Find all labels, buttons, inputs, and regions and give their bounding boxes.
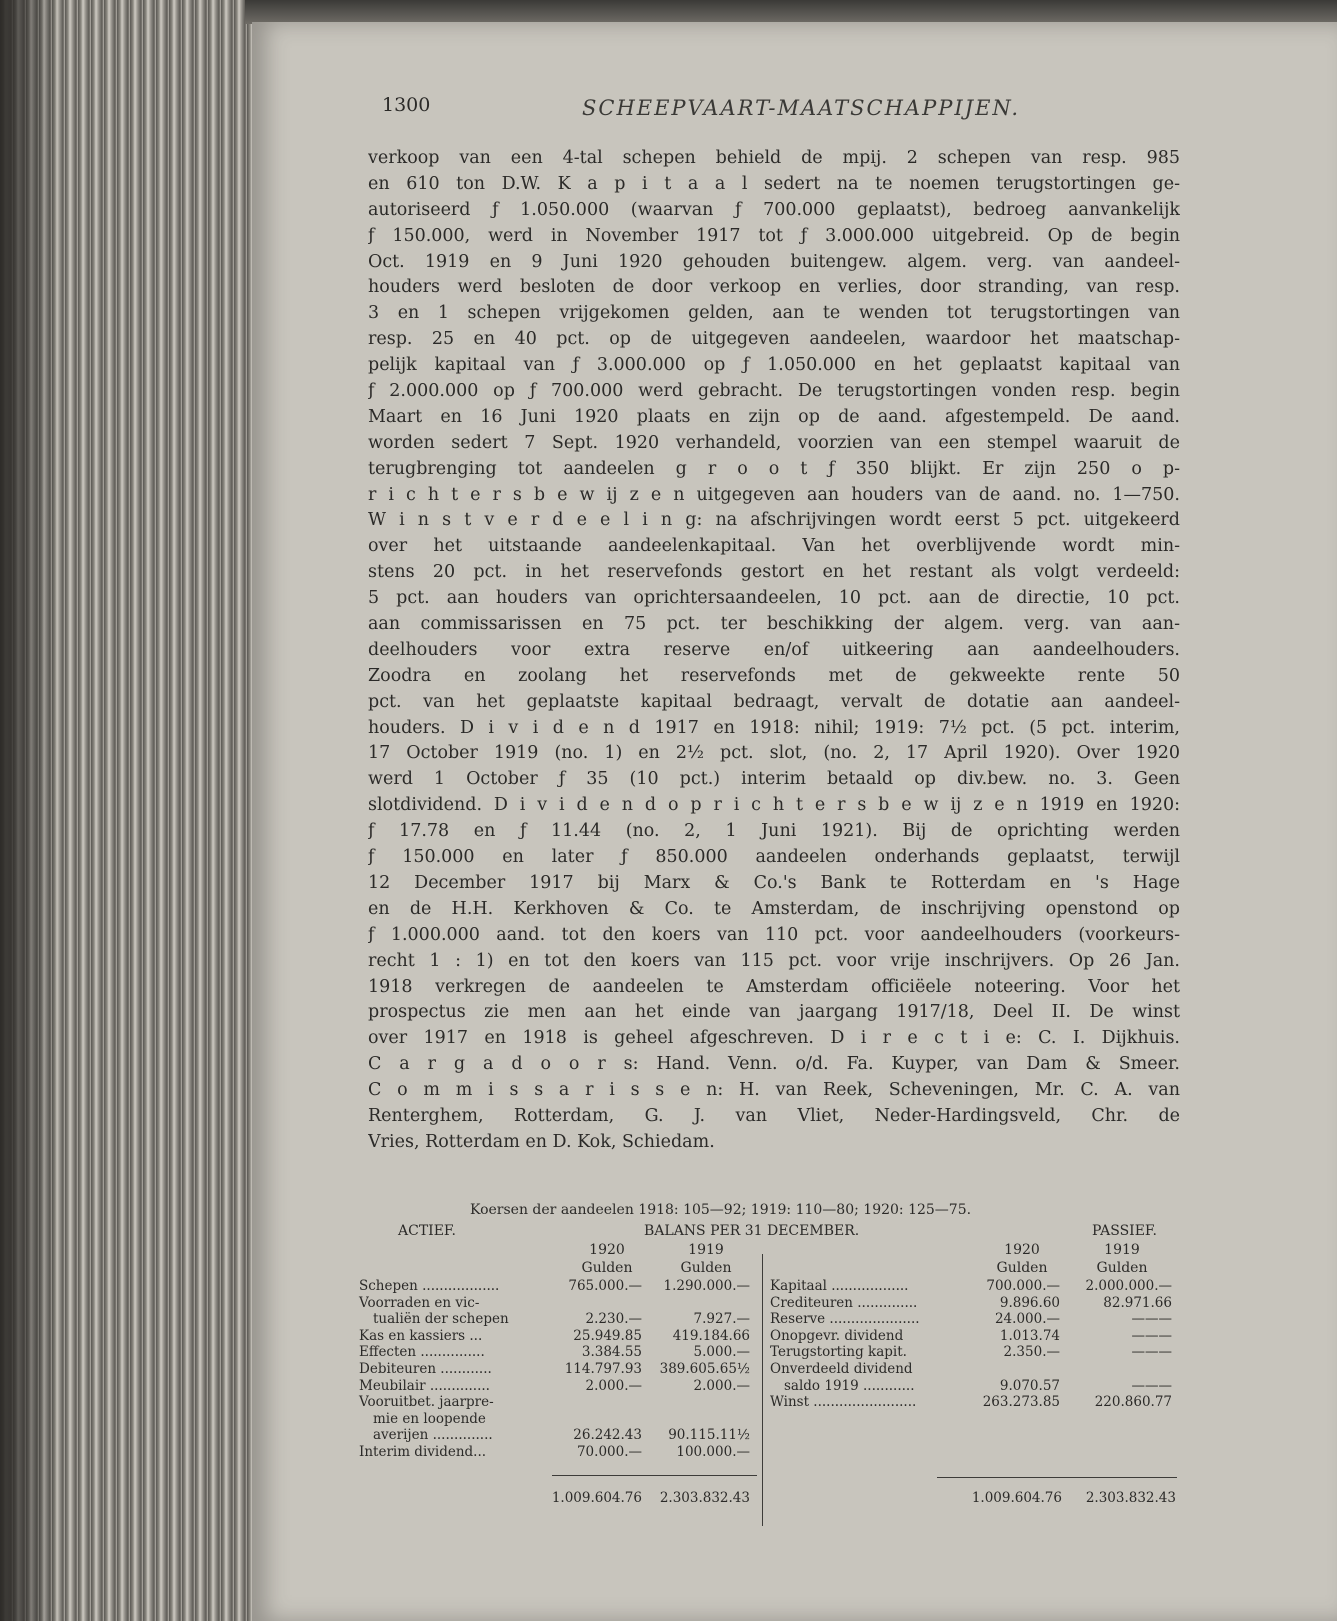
body-text-line: ƒ 17.78 en ƒ 11.44 (no. 2, 1 Juni 1921). Bij de oprichting werden bbox=[368, 821, 1180, 842]
actief-row-label: Kas en kassiers ... bbox=[359, 1327, 483, 1344]
spine-shadow bbox=[0, 0, 60, 1621]
body-text-line: en de H.H. Kerkhoven & Co. te Amsterdam, de inschrijving openstond op bbox=[368, 898, 1180, 919]
actief-row-label: Debiteuren ............ bbox=[359, 1361, 492, 1377]
body-text-line: aan commissarissen en 75 pct. ter beschikking der algem. verg. van aan- bbox=[368, 614, 1180, 635]
actief-value-1920 bbox=[552, 1295, 642, 1312]
body-text-line: 1918 verkregen de aandeelen te Amsterdam officiëele noteering. Voor het bbox=[368, 976, 1180, 997]
body-text-line: over 1917 en 1918 is geheel afgeschreven. D i r e c t i e: C. I. Dijkhuis. bbox=[368, 1028, 1180, 1049]
body-text-line: ƒ 150.000 en later ƒ 850.000 aandeelen onderhands geplaatst, terwijl bbox=[368, 847, 1180, 868]
body-text-line: verkoop van een 4-tal schepen behield de mpij. 2 schepen van resp. 985 bbox=[368, 148, 1180, 168]
passief-row-label: Kapitaal .................. bbox=[770, 1278, 909, 1294]
body-text-line: C a r g a d o o r s: Hand. Venn. o/d. Fa. Kuyper, van Dam & Smeer. bbox=[368, 1054, 1180, 1075]
top-edge-shadow bbox=[245, 0, 1337, 24]
passief-value-1919: ——— bbox=[1131, 1344, 1172, 1361]
passief-value-1919 bbox=[1072, 1361, 1172, 1378]
passief-value-1919: ——— bbox=[1131, 1327, 1172, 1344]
passief-row-label: Terugstorting kapit. bbox=[770, 1344, 907, 1361]
actief-row-label: averijen .............. bbox=[373, 1427, 493, 1444]
passief-value-1919: ——— bbox=[1131, 1377, 1172, 1394]
actief-value-1919 bbox=[650, 1295, 750, 1312]
actief-value-1919: 1.290.000.— bbox=[663, 1278, 750, 1294]
passief-row-label: Crediteuren .............. bbox=[770, 1294, 918, 1311]
body-text-line: 5 pct. aan houders van oprichtersaandeelen, 10 pct. aan de directie, 10 pct. bbox=[368, 588, 1180, 609]
actief-value-1919: 90.115.11½ bbox=[668, 1427, 750, 1444]
passief-value-1920: 9.896.60 bbox=[999, 1294, 1060, 1311]
passief-value-1919: 220.860.77 bbox=[1094, 1394, 1172, 1411]
body-text-line: pelijk kapitaal van ƒ 3.000.000 op ƒ 1.050.000 en het geplaatst kapitaal van bbox=[368, 355, 1180, 376]
passief-total-1920: 1.009.604.76 bbox=[971, 1490, 1062, 1506]
body-text-line: slotdividend. D i v i d e n d o p r i c h t e r s b e w ij z e n 1919 en 1920: bbox=[368, 795, 1180, 816]
body-text-line: terugbrenging tot aandeelen g r o o t ƒ 350 blijkt. Er zijn 250 o p- bbox=[368, 458, 1180, 479]
actief-value-1919: 100.000.— bbox=[676, 1444, 750, 1460]
passief-value-1919: 82.971.66 bbox=[1103, 1294, 1172, 1311]
passief-value-1919: 2.000.000.— bbox=[1085, 1278, 1172, 1294]
body-text-line: Vries, Rotterdam en D. Kok, Schiedam. bbox=[368, 1131, 715, 1152]
actief-value-1920: 26.242.43 bbox=[573, 1427, 642, 1444]
passief-year-1920: 1920 bbox=[1004, 1242, 1040, 1258]
actief-row-label: Voorraden en vic- bbox=[359, 1294, 480, 1311]
actief-label: ACTIEF. bbox=[398, 1223, 456, 1239]
body-text-line: Oct. 1919 en 9 Juni 1920 gehouden buitengew. algem. verg. van aandeel- bbox=[368, 251, 1180, 272]
passief-row-label: saldo 1919 ............ bbox=[784, 1377, 915, 1394]
actief-row-label: mie en loopende bbox=[373, 1410, 486, 1427]
book-page bbox=[252, 22, 1337, 1621]
body-text-line: houders werd besloten de door verkoop en verlies, door stranding, van resp. bbox=[368, 277, 1180, 298]
passief-label: PASSIEF. bbox=[1092, 1223, 1157, 1239]
actief-total-1920: 1.009.604.76 bbox=[551, 1490, 642, 1506]
body-text-line: stens 20 pct. in het reservefonds gestort en het restant als volgt verdeeld: bbox=[368, 562, 1180, 583]
body-text-line: prospectus zie men aan het einde van jaargang 1917/18, Deel II. De winst bbox=[368, 1002, 1180, 1023]
passief-year-1919: 1919 bbox=[1104, 1242, 1140, 1258]
body-text-line: ƒ 1.000.000 aand. tot den koers van 110 pct. voor aandeelhouders (voorkeurs- bbox=[368, 924, 1180, 945]
body-text-line: r i c h t e r s b e w ij z e n uitgegeven aan houders van de aand. no. 1—750. bbox=[368, 484, 1180, 505]
body-text-line: W i n s t v e r d e e l i n g: na afschrijvingen wordt eerst 5 pct. uitgekeerd bbox=[368, 510, 1180, 531]
actief-row-label: Effecten ............... bbox=[359, 1344, 485, 1361]
actief-value-1919: 5.000.— bbox=[693, 1344, 750, 1361]
passief-row-label: Onopgevr. dividend bbox=[770, 1327, 904, 1344]
body-text-line: deelhouders voor extra reserve en/of uitkeering aan aandeelhouders. bbox=[368, 639, 1180, 660]
passief-row-label: Reserve ..................... bbox=[770, 1311, 920, 1328]
actief-value-1919: 389.605.65½ bbox=[659, 1361, 750, 1377]
actief-value-1920: 765.000.— bbox=[568, 1278, 642, 1294]
actief-value-1919 bbox=[650, 1411, 750, 1428]
body-text-line: Maart en 16 Juni 1920 plaats en zijn op de aand. afgestempeld. De aand. bbox=[368, 406, 1180, 427]
actief-row-label: Vooruitbet. jaarpre- bbox=[359, 1394, 494, 1411]
actief-year-1920: 1920 bbox=[589, 1242, 625, 1258]
passief-value-1920: 263.273.85 bbox=[982, 1394, 1060, 1411]
page-number: 1300 bbox=[382, 94, 431, 116]
body-text-line: Renterghem, Rotterdam, G. J. van Vliet, Neder-Hardingsveld, Chr. de bbox=[368, 1105, 1180, 1126]
actief-value-1919 bbox=[650, 1394, 750, 1411]
actief-row-label: Interim dividend... bbox=[359, 1444, 487, 1460]
passief-sum-rule bbox=[937, 1477, 1177, 1478]
balance-title: BALANS PER 31 DECEMBER. bbox=[644, 1223, 860, 1239]
body-text-line: pct. van het geplaatste kapitaal bedraagt, vervalt de dotatie aan aandeel- bbox=[368, 691, 1180, 712]
body-text-line: werd 1 October ƒ 35 (10 pct.) interim betaald op div.bew. no. 3. Geen bbox=[368, 769, 1180, 790]
passief-unit-1919: Gulden bbox=[1096, 1260, 1148, 1276]
passief-row-label: Onverdeeld dividend bbox=[770, 1361, 913, 1377]
body-text-line: autoriseerd ƒ 1.050.000 (waarvan ƒ 700.000 geplaatst), bedroeg aanvankelijk bbox=[368, 199, 1180, 220]
passief-row-label: Winst ........................ bbox=[770, 1394, 917, 1411]
actief-value-1919: 419.184.66 bbox=[672, 1327, 750, 1344]
actief-value-1920: 25.949.85 bbox=[573, 1327, 642, 1344]
body-text-line: 12 December 1917 bij Marx & Co.'s Bank te Rotterdam en 's Hage bbox=[368, 872, 1180, 893]
body-text-line: ƒ 150.000, werd in November 1917 tot ƒ 3.000.000 uitgebreid. Op de begin bbox=[368, 225, 1180, 246]
body-text-line: ƒ 2.000.000 op ƒ 700.000 werd gebracht. De terugstortingen vonden resp. begin bbox=[368, 381, 1180, 402]
body-text-line: worden sedert 7 Sept. 1920 verhandeld, voorzien van een stempel waaruit de bbox=[368, 432, 1180, 453]
actief-value-1920: 2.000.— bbox=[585, 1377, 642, 1394]
body-text bbox=[368, 146, 1180, 1156]
actief-sum-rule bbox=[552, 1475, 757, 1476]
passief-unit-1920: Gulden bbox=[996, 1260, 1048, 1276]
actief-value-1920: 114.797.93 bbox=[564, 1361, 642, 1377]
actief-value-1919: 2.000.— bbox=[693, 1377, 750, 1394]
share-prices-line: Koersen der aandeelen 1918: 105—92; 1919: 110—80; 1920: 125—75. bbox=[470, 1202, 972, 1218]
body-text-line: over het uitstaande aandeelenkapitaal. Van het overblijvende wordt min- bbox=[368, 536, 1180, 557]
actief-value-1920: 70.000.— bbox=[576, 1444, 642, 1460]
passief-total-1919: 2.303.832.43 bbox=[1085, 1490, 1176, 1506]
passief-value-1919: ——— bbox=[1131, 1311, 1172, 1328]
body-text-line: resp. 25 en 40 pct. op de uitgegeven aandeelen, waardoor het maatschap- bbox=[368, 329, 1180, 350]
balance-divider bbox=[762, 1254, 763, 1526]
running-head: SCHEEPVAART-MAATSCHAPPIJEN. bbox=[582, 96, 1021, 120]
body-text-line: houders. D i v i d e n d 1917 en 1918: nihil; 1919: 7½ pct. (5 pct. interim, bbox=[368, 717, 1180, 738]
actief-row-label: Schepen .................. bbox=[359, 1278, 500, 1294]
actief-value-1920 bbox=[552, 1394, 642, 1411]
actief-value-1920: 2.230.— bbox=[585, 1311, 642, 1328]
actief-value-1920: 3.384.55 bbox=[581, 1344, 642, 1361]
passief-value-1920 bbox=[970, 1361, 1060, 1378]
body-text-line: C o m m i s s a r i s s e n: H. van Reek, Scheveningen, Mr. C. A. van bbox=[368, 1080, 1180, 1101]
actief-value-1920 bbox=[552, 1411, 642, 1428]
actief-year-1919: 1919 bbox=[688, 1242, 724, 1258]
passief-value-1920: 24.000.— bbox=[994, 1311, 1060, 1328]
actief-value-1919: 7.927.— bbox=[693, 1311, 750, 1328]
actief-row-label: tualiën der schepen bbox=[373, 1311, 509, 1328]
actief-row-label: Meubilair .............. bbox=[359, 1377, 490, 1394]
actief-total-1919: 2.303.832.43 bbox=[659, 1490, 750, 1506]
actief-unit-1920: Gulden bbox=[581, 1260, 633, 1276]
passief-value-1920: 700.000.— bbox=[986, 1278, 1060, 1294]
body-text-line: Zoodra en zoolang het reservefonds met de gekweekte rente 50 bbox=[368, 665, 1180, 686]
body-text-line: 3 en 1 schepen vrijgekomen gelden, aan te wenden tot terugstortingen van bbox=[368, 303, 1180, 324]
passief-value-1920: 1.013.74 bbox=[999, 1327, 1060, 1344]
body-text-line: en 610 ton D.W. K a p i t a a l sedert na te noemen terugstortingen ge- bbox=[368, 173, 1180, 194]
actief-unit-1919: Gulden bbox=[680, 1260, 732, 1276]
passief-value-1920: 9.070.57 bbox=[999, 1377, 1060, 1394]
body-text-line: recht 1 : 1) en tot den koers van 115 pct. voor vrije inschrijvers. Op 26 Jan. bbox=[368, 950, 1180, 971]
passief-value-1920: 2.350.— bbox=[1003, 1344, 1060, 1361]
body-text-line: 17 October 1919 (no. 1) en 2½ pct. slot, (no. 2, 17 April 1920). Over 1920 bbox=[368, 743, 1180, 764]
